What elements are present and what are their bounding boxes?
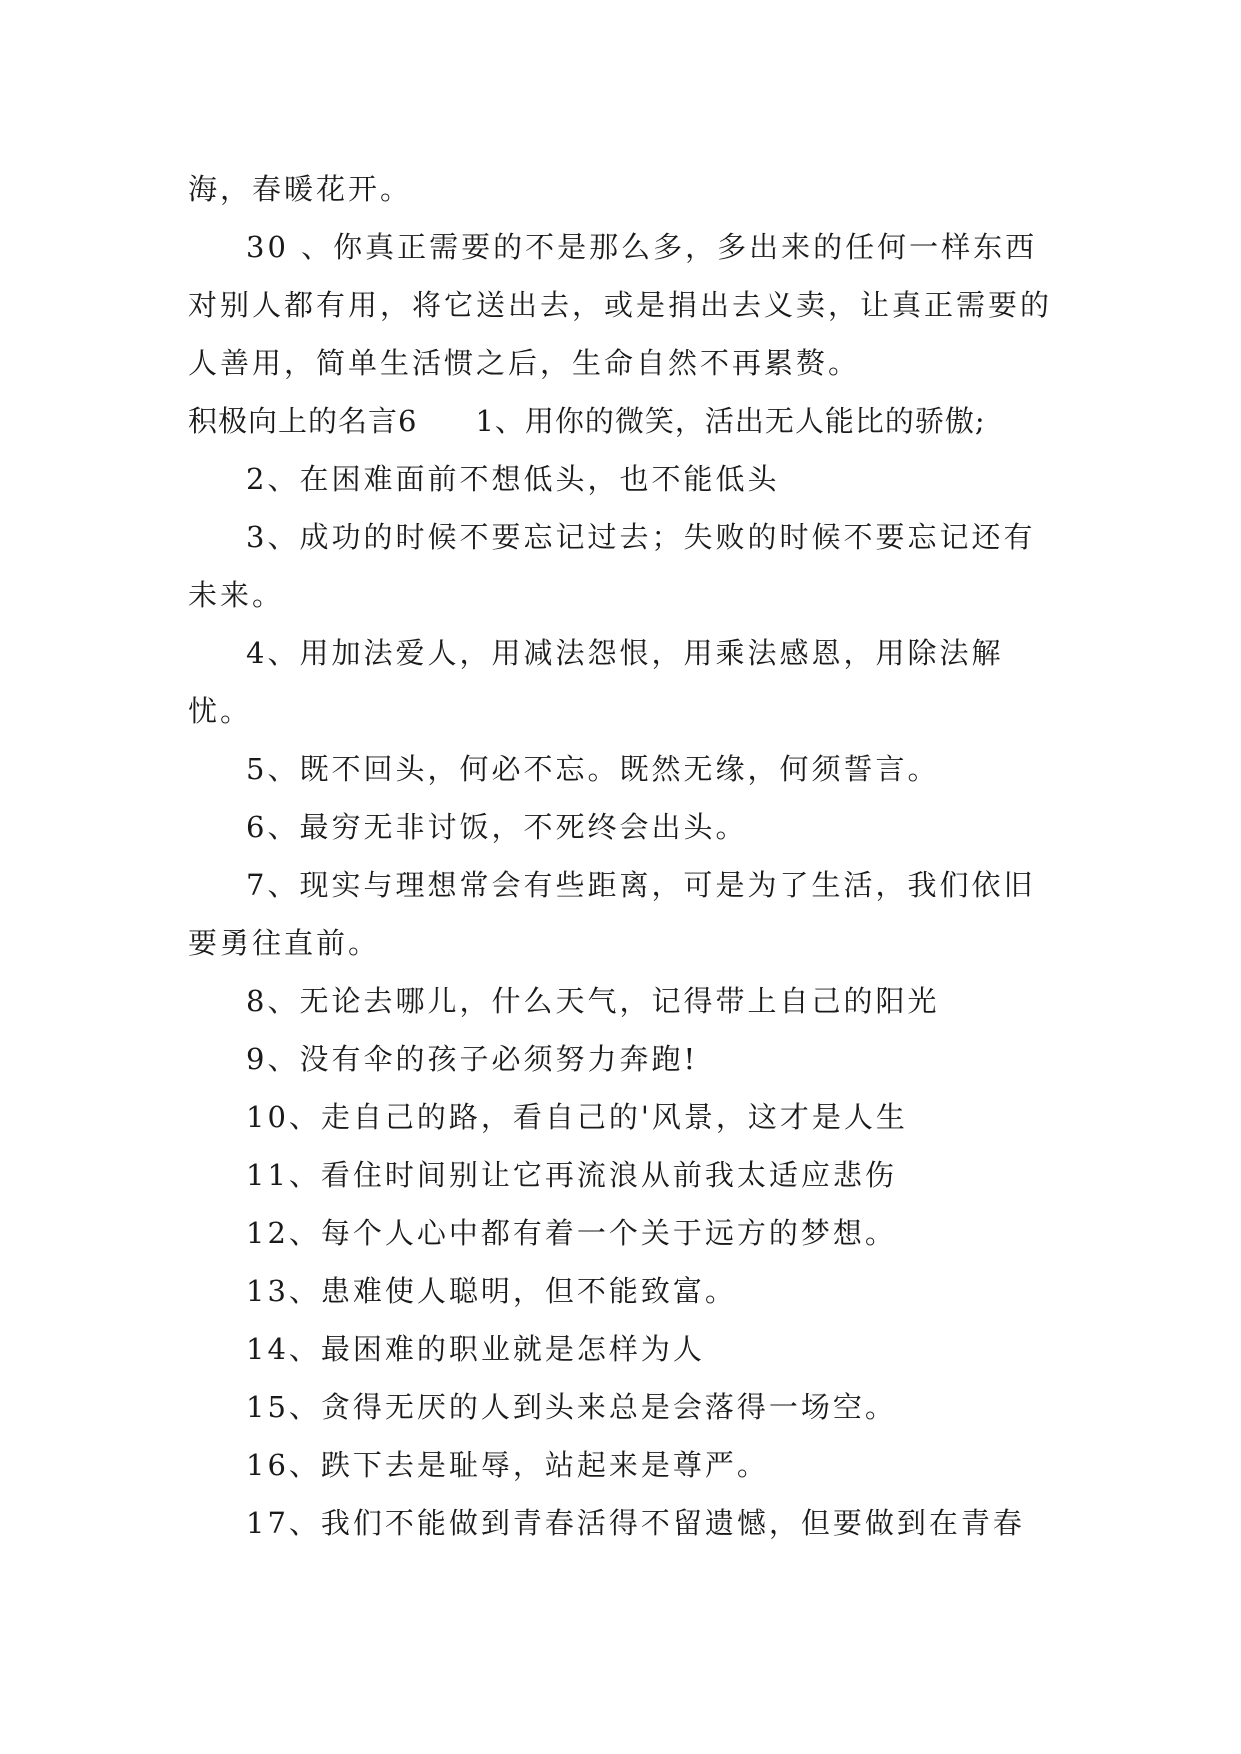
quote-item: 3、成功的时候不要忘记过去；失败的时候不要忘记还有未来。 (188, 520, 1036, 612)
section-heading: 积极向上的名言6 (188, 404, 418, 438)
quote-item: 13、患难使人聪明，但不能致富。 (246, 1274, 737, 1308)
quote-item: 2、在困难面前不想低头，也不能低头 (246, 462, 780, 496)
paragraph: 30 、你真正需要的不是那么多，多出来的任何一样东西对别人都有用，将它送出去，或是捐出去义卖，让真正需要的人善用，简单生活惯之后，生命自然不再累赘。 (188, 230, 1053, 380)
quote-item: 14、最困难的职业就是怎样为人 (246, 1332, 705, 1366)
quote-item: 5、既不回头，何必不忘。既然无缘，何须誓言。 (246, 752, 940, 786)
paragraph: 海，春暖花开。 (188, 172, 413, 206)
quote-item: 17、我们不能做到青春活得不留遗憾，但要做到在青春 (246, 1506, 1025, 1540)
quote-item: 15、贪得无厌的人到头来总是会落得一场空。 (246, 1390, 897, 1424)
quote-item: 7、现实与理想常会有些距离，可是为了生活，我们依旧要勇往直前。 (188, 868, 1036, 960)
quote-item: 12、每个人心中都有着一个关于远方的梦想。 (246, 1216, 897, 1250)
quote-item: 16、跌下去是耻辱，站起来是尊严。 (246, 1448, 769, 1482)
quote-item: 9、没有伞的孩子必须努力奔跑! (246, 1042, 699, 1076)
section-heading-line (188, 392, 1058, 450)
quote-item: 8、无论去哪儿，什么天气，记得带上自己的阳光 (246, 984, 940, 1018)
quote-item: 6、最穷无非讨饭，不死终会出头。 (246, 810, 748, 844)
quote-item: 4、用加法爱人，用减法怨恨，用乘法感恩，用除法解忧。 (188, 636, 1004, 728)
quote-item: 10、走自己的路，看自己的'风景，这才是人生 (246, 1100, 908, 1134)
document-body (188, 160, 1058, 1552)
quote-item: 1、用你的微笑，活出无人能比的骄傲; (475, 404, 986, 438)
quote-item: 11、看住时间别让它再流浪从前我太适应悲伤 (246, 1158, 897, 1192)
